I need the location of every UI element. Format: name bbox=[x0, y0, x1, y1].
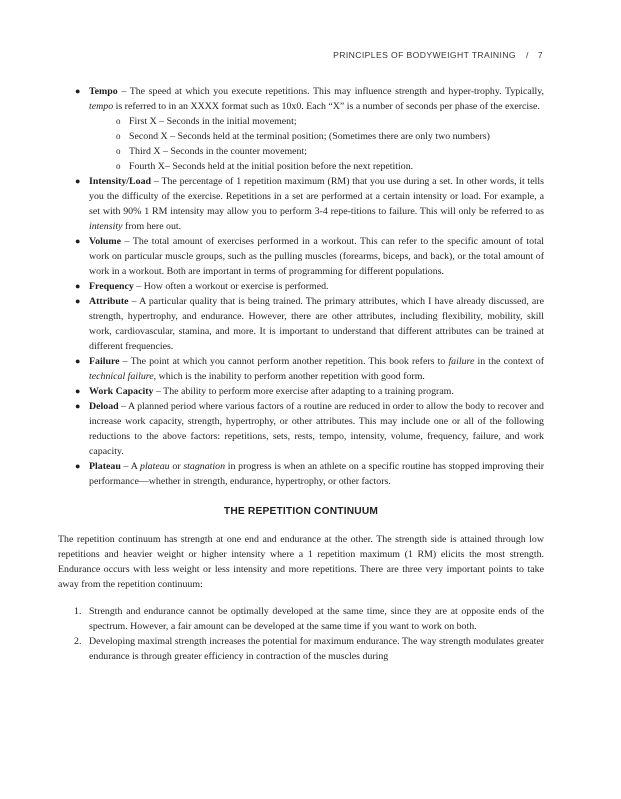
definition-dash: – bbox=[120, 461, 131, 472]
definition-term: Tempo bbox=[89, 86, 118, 97]
definition-emphasis: tempo bbox=[89, 101, 114, 112]
tempo-sublist bbox=[89, 114, 544, 174]
definition-text: A particular quality that is being trained. The primary attributes, which I have already discussed, are strength, hypertrophy, and endurance. However, there are other attributes, including flexibility, mobility, skill work, cardiovascular, stamina, and more. It is important to understand that different attributes can be trained at different frequencies. bbox=[89, 296, 544, 352]
definition-term: Work Capacity bbox=[89, 386, 154, 397]
definition-dash: – bbox=[119, 356, 131, 367]
definition-item bbox=[75, 174, 545, 234]
point-text: Strength and endurance cannot be optimally developed at the same time, since they are at opposite ends of the spectrum. However, a fair amount can be developed at the same time if you want to work on both. bbox=[89, 606, 544, 632]
definition-emphasis: plateau bbox=[140, 461, 170, 472]
definition-term: Frequency bbox=[89, 281, 134, 292]
sub-item bbox=[116, 129, 544, 144]
definition-text: in the context of bbox=[474, 356, 544, 367]
definition-text: The ability to perform more exercise after adapting to a training program. bbox=[163, 386, 454, 397]
definition-text: The total amount of exercises performed in a workout. This can refer to the specific amount of total work on particular muscle groups, such as the pulling muscles (forearms, biceps, and back), or the total amount of work in a workout. Both are important in terms of programming for different populations. bbox=[89, 236, 544, 277]
definition-item bbox=[75, 234, 544, 279]
point-number: 2. bbox=[74, 636, 82, 647]
definition-text: The point at which you cannot perform another repetition. This book refers to bbox=[130, 356, 449, 367]
sub-item bbox=[116, 159, 544, 174]
sub-item bbox=[116, 114, 544, 129]
definition-text: is referred to in an XXXX format such as 10x0. Each “X” is a number of seconds per phase of the exercise. bbox=[113, 101, 540, 112]
running-title: PRINCIPLES OF BODYWEIGHT TRAINING bbox=[333, 50, 517, 60]
definition-dash: – bbox=[121, 236, 133, 247]
bullet-icon: ● bbox=[75, 356, 81, 366]
numbered-point bbox=[74, 634, 544, 664]
definition-dash: – bbox=[153, 386, 164, 397]
definition-item bbox=[75, 384, 544, 399]
definition-item bbox=[75, 399, 544, 459]
sub-item-text: Second X – Seconds held at the terminal position; (Sometimes there are only two numbers) bbox=[129, 131, 490, 142]
section-paragraph: The repetition continuum has strength at one end and endurance at the other. The strength side is attained through low repetitions and heavier weight or higher intensity where a 1 repetition maximum (1 RM) elicits the most strength. Endurance occurs with less weight or less intensity and more repetitions. There are three very important points to take away from the repetition continuum: bbox=[58, 534, 544, 590]
bullet-icon: ● bbox=[75, 86, 81, 96]
bullet-icon: ● bbox=[75, 386, 81, 396]
sub-item-text: Fourth X– Seconds held at the initial position before the next repetition. bbox=[129, 161, 414, 172]
definition-item bbox=[75, 279, 544, 294]
page-content bbox=[58, 84, 544, 664]
definition-term: Intensity/Load bbox=[89, 176, 152, 187]
circle-bullet-icon: o bbox=[116, 116, 121, 126]
definition-item bbox=[75, 84, 544, 174]
definition-text: A bbox=[130, 461, 140, 472]
definition-term: Deload bbox=[89, 401, 119, 412]
definition-item bbox=[75, 294, 544, 354]
definition-dash: – bbox=[118, 401, 129, 412]
circle-bullet-icon: o bbox=[116, 131, 121, 141]
definition-dash: – bbox=[128, 296, 140, 307]
sub-item-text: Third X – Seconds in the counter movement; bbox=[129, 146, 307, 157]
bullet-icon: ● bbox=[75, 281, 81, 291]
numbered-point bbox=[74, 604, 544, 634]
definition-text: from here out. bbox=[122, 221, 182, 232]
definition-term: Attribute bbox=[89, 296, 129, 307]
point-number: 1. bbox=[74, 606, 82, 617]
numbered-points-list bbox=[58, 604, 544, 664]
definition-text: in progress is when an athlete on a specific routine has stopped improving their performance—whether in strength, endurance, hypertrophy, or other factors. bbox=[89, 461, 544, 487]
definition-term: Volume bbox=[89, 236, 122, 247]
definition-emphasis: technical failure bbox=[89, 371, 154, 382]
point-text: Developing maximal strength increases the potential for maximum endurance. The way strength modulates greater endurance is through greater efficiency in contraction of the muscles during bbox=[89, 636, 544, 662]
definition-dash: – bbox=[133, 281, 144, 292]
definition-item bbox=[75, 354, 544, 384]
bullet-icon: ● bbox=[75, 296, 81, 306]
header-separator: / bbox=[526, 50, 529, 60]
bullet-icon: ● bbox=[75, 176, 81, 186]
definition-term: Plateau bbox=[89, 461, 121, 472]
definition-dash: – bbox=[151, 176, 162, 187]
circle-bullet-icon: o bbox=[116, 161, 121, 171]
sub-item bbox=[116, 144, 544, 159]
page-number: 7 bbox=[537, 50, 543, 60]
bullet-icon: ● bbox=[75, 461, 81, 471]
sub-item-text: First X – Seconds in the initial movement; bbox=[129, 116, 297, 127]
running-header bbox=[333, 50, 543, 60]
bullet-icon: ● bbox=[75, 401, 81, 411]
definition-text: or bbox=[169, 461, 184, 472]
definition-text: How often a workout or exercise is performed. bbox=[143, 281, 329, 292]
definitions-list bbox=[58, 84, 544, 489]
definition-text: The speed at which you execute repetitions. This may influence strength and hyper-trophy. Typically, bbox=[129, 86, 544, 97]
bullet-icon: ● bbox=[75, 236, 81, 246]
circle-bullet-icon: o bbox=[116, 146, 121, 156]
definition-dash: – bbox=[117, 86, 130, 97]
definition-emphasis: intensity bbox=[89, 221, 123, 232]
definition-text: A planned period where various factors of a routine are reduced in order to allow the body to recover and increase work capacity, strength, hypertrophy, or other attributes. This may include one or all of the following reductions to the above factors: repetitions, sets, rests, tempo, intensity, volume, frequency, failure, and work capacity. bbox=[89, 401, 544, 457]
section-heading: THE REPETITION CONTINUUM bbox=[223, 506, 379, 517]
definition-emphasis: stagnation bbox=[183, 461, 226, 472]
definition-emphasis: failure bbox=[448, 356, 475, 367]
definition-term: Failure bbox=[89, 356, 120, 367]
definition-item bbox=[75, 459, 544, 489]
definition-text: , which is the inability to perform another repetition with good form. bbox=[153, 371, 425, 382]
definition-text: The percentage of 1 repetition maximum (RM) that you use during a set. In other words, it tells you the difficulty of the exercise. Repetitions in a set are performed at a certain intensity or load. For example, a set with 90% 1 RM intensity may allow you to perform 3-4 repe-titions to failure. This will only be referred to as bbox=[89, 176, 545, 217]
